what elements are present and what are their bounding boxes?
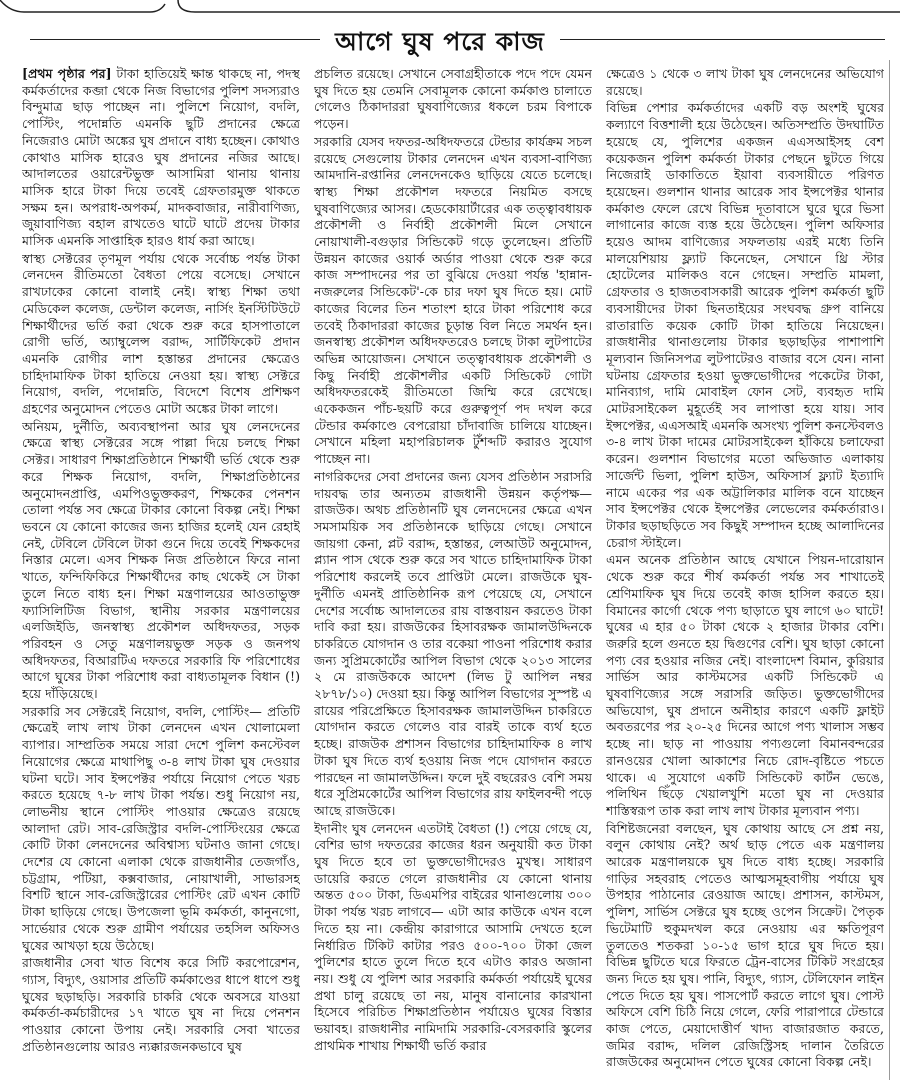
paragraph: অনিয়ম, দুর্নীতি, অব্যবস্থাপনা আর ঘুষ লেনদেনের ক্ষেত্রে স্বাস্থ্য সেক্টরের সঙ্গে পাল্লা দিয়ে চলছে শিক্ষা সেক্টর। সাধারণ শিক্ষাপ্রতিষ্ঠানে শিক্ষার্থী ভর্তি থেকে শুরু করে শিক্ষক নিয়োগ, বদলি, শিক্ষাপ্রতিষ্ঠানের অনুমোদনপ্রাপ্তি, এমপিওভুক্তকরণ, শিক্ষকের পেনশন তোলা পর্যন্ত সব ক্ষেত্রে টাকার কোনো বিকল্প নেই। শিক্ষা ভবনে যে কোনো কাজের জন্য হাজির হলেই যেন রেহাই নেই, টেবিলে টেবিলে টাকা গুনে দিয়ে তবেই শিক্ষকদের নিস্তার মেলে। এসব শিক্ষক নিজ প্রতিষ্ঠানে ফিরে নানা খাতে, ফন্দিফিকিরে শিক্ষার্থীদের কাছ থেকেই সে টাকা তুলে নিতে বাধ্য হন। শিক্ষা মন্ত্রণালয়ের আওতাভুক্ত ফ্যাসিলিটিজ বিভাগ, স্থানীয় সরকার মন্ত্রণালয়ের এলজিইডি, জনস্বাস্থ্য প্রকৌশল অধিদফতর, সড়ক পরিবহন ও সেতু মন্ত্রণালয়ভুক্ত সড়ক ও জনপথ অধিদফতর, বিআরটিএ দফতরে সরকারি ফি পরিশোধের আগে ঘুষের টাকা পরিশোধ করা বাধ্যতামূলক বিধান (!) হয়ে দাঁড়িয়েছে।	[22, 418, 300, 702]
paragraph: বিভিন্ন পেশার কর্মকর্তাদের একটি বড় অংশই ঘুষের কল্যাণে বিত্তশালী হয়ে উঠেছেন। অতিসম্প্রতি উদঘাটিত হয়েছে যে, পুলিশের একজন এএসআইসহ বেশ কয়েকজন পুলিশ কর্মকর্তা টাকার পেছনে ছুটতে গিয়ে নিজেরাই ডাকাতিতে ইয়াবা ব্যবসায়ীতে পরিণত হয়েছেন। গুলশান থানার আরেক সাব ইন্সপেক্টর থানার কর্মকাণ্ড ফেলে রেখে বিভিন্ন দূতাবাসে ঘুরে ঘুরে ভিসা লাগানোর কাজে ব্যস্ত হয়ে উঠেছেন। পুলিশ অফিসার হয়েও আদম বাণিজ্যের সফলতায় এরই মধ্যে তিনি মালয়েশিয়ায় ফ্ল্যাট কিনেছেন, সেখানে থ্রি স্টার হোটেলের মালিকও বনে গেছেন। সম্প্রতি মামলা, গ্রেফতার ও হাজতবাসকারী আরেক পুলিশ কর্মকর্তা ছুটি ব্যবসায়ীদের টাকা ছিনতাইয়ের সংঘবদ্ধ গ্রুপ বানিয়ে রাতারাতি কয়েক কোটি টাকা হাতিয়ে নিয়েছেন। রাজধানীর থানাগুলোয় টাকার ছড়াছড়ির পাশাপাশি মূল্যবান জিনিসপত্র লুটপাটেরও বাজার বসে যেন। নানা ঘটনায় গ্রেফতার হওয়া ভুক্তভোগীদের পকেটের টাকা, মানিব্যাগ, দামি মোবাইল ফোন সেট, ব্যবহৃত দামি মোটরসাইকেল মুহূর্তেই সব লাপাত্তা হয়ে যায়। সাব ইন্সপেক্টর, এএসআই এমনকি অসংখ্য পুলিশ কনস্টেবলও ৩-৪ লাখ টাকা দামের মোটরসাইকেল হাঁকিয়ে চলাফেরা করেন। গুলশান বিভাগের মতো অভিজাত এলাকায় সার্জেন্ট ভিলা, পুলিশ হাউস, অফিসার্স ফ্ল্যাট ইত্যাদি নামে একের পর এক অট্টালিকার মালিক বনে যাচ্ছেন সাব ইন্সপেক্টর থেকে ইন্সপেক্টর লেভেলের কর্মকর্তারাও। টাকার ছড়াছড়িতে সব কিছুই সম্পাদন হচ্ছে আলাদিনের চেরাগ স্টাইলে।	[606, 100, 884, 550]
paragraph: ক্ষেত্রেও ১ থেকে ৩ লাখ টাকা ঘুষ লেনদেনের অভিযোগ রয়েছে।	[606, 66, 884, 98]
headline-bar	[0, 22, 900, 56]
headline-rule-right	[560, 39, 885, 40]
page-headline: আগে ঘুষ পরে কাজ	[335, 27, 545, 56]
article-column-2	[314, 66, 592, 1081]
paragraph: সরকারি যেসব দফতর-অধিদফতরে টেন্ডার কার্যক্রম সচল রয়েছে সেগুলোয় টাকার লেনদেন এখন ব্যবসা-বাণিজ্য আমদানি-রপ্তানির লেনদেনকেও ছাড়িয়ে যেতে চলেছে। স্বাস্থ্য শিক্ষা প্রকৌশল দফতরে নিয়মিত বসছে ঘুষবাণিজ্যের আসর। হেডকোয়ার্টারের এক তত্ত্বাবধায়ক প্রকৌশলী ও নির্বাহী প্রকৌশলী মিলে সেখানে নোয়াখালী-বগুড়ার সিন্ডিকেট গড়ে তুলেছেন। প্রতিটি উন্নয়ন কাজের ওয়ার্ক অর্ডার পাওয়া থেকে শুরু করে কাজ সম্পাদনের পর তা বুঝিয়ে দেওয়া পর্যন্ত 'হান্নান-নজরুলের সিন্ডিকেট'-কে চার দফা ঘুষ দিতে হয়। মোট কাজের বিলের তিন শতাংশ হারে টাকা পরিশোধ করে তবেই ঠিকাদাররা কাজের চূড়ান্ত বিল নিতে সমর্থন হন। জনস্বাস্থ্য প্রকৌশল অধিদফতরেও চলছে টাকা লুটপাটের অভিন্ন আয়োজন। সেখানে তত্ত্বাবধায়ক প্রকৌশলী ও কিছু নির্বাহী প্রকৌশলীর একটি সিন্ডিকেট গোটা অধিদফতরকেই রীতিমতো জিম্মি করে রেখেছে। একেকজন পাঁচ-ছয়টি করে গুরুত্বপূর্ণ পদ দখল করে টেন্ডার কর্মকাণ্ডে বেপরোয়া চাঁদাবাজি চালিয়ে যাচ্ছেন। সেখানে মহিলা মহাপরিচালক টুঁশব্দটি করারও সুযোগ পাচ্ছেন না।	[314, 133, 592, 467]
paragraph: ইদানীং ঘুষ লেনদেন এতটাই বৈধতা (!) পেয়ে গেছে যে, বেশির ভাগ দফতরের কাজের ধরন অনুযায়ী কত টাকা ঘুষ দিতে হবে তা ভুক্তভোগীদেরও মুখস্থ। সাধারণ ডায়েরি করতে গেলে রাজধানীর যে কোনো থানায় অন্তত ৫০০ টাকা, ডিএমপির বাইরের থানাগুলোয় ৩০০ টাকা পর্যন্ত খরচ লাগবে— এটা আর কাউকে এখন বলে দিতে হয় না। কেন্দ্রীয় কারাগারে আসামি দেখতে হলে নির্ধারিত টিকিট কাটার পরও ৫০০-৭০০ টাকা জেল পুলিশের হাতে তুলে দিতে হবে এটাও কারও অজানা নয়। শুধু যে পুলিশ আর সরকারি কর্মকর্তা পর্যায়েই ঘুষের প্রথা চালু রয়েছে তা নয়, মানুষ বানানোর কারখানা হিসেবে পরিচিত শিক্ষাপ্রতিষ্ঠান পর্যায়েও ঘুষের বিস্তার ভয়াবহ। রাজধানীর নামিদামি সরকারি-বেসরকারি স্কুলের প্রাথমিক শাখায় শিক্ষার্থী ভর্তি করার	[314, 820, 592, 1053]
page-edge-border	[889, 60, 900, 1080]
paragraph-text: টাকা হাতিয়েই ক্ষান্ত থাকছে না, পদস্থ কর্মকর্তাদের কব্জা থেকে নিজ বিভাগের পুলিশ সদস্যরাও বিন্দুমাত্র ছাড় পাচ্ছেন না। পুলিশে নিয়োগ, বদলি, পোস্টিং, পদোন্নতি এমনকি ছুটি প্রদানের ক্ষেত্রে নিজেরাও মোটা অঙ্কের ঘুষ প্রদানে বাধ্য হচ্ছেন। কোথাও কোথাও মাসিক হারেও ঘুষ প্রদানের নজির আছে। আদালতের ওয়ারেন্টভুক্ত আসামিরা থানায় থানায় মাসিক হারে টাকা দিয়ে তবেই গ্রেফতারমুক্ত থাকতে সক্ষম হন। অপরাধ-অপকর্ম, মাদকবাজার, নারীবাণিজ্য, জুয়াবাণিজ্য বহাল রাখতেও ঘাটে ঘাটে প্রদেয় টাকার মাসিক এমনকি সাপ্তাহিক হারও ধার্য করা আছে।	[22, 66, 300, 249]
article-column-3	[606, 66, 884, 1081]
paragraph: সরকারি সব সেক্টরেই নিয়োগ, বদলি, পোস্টিং— প্রতিটি ক্ষেত্রেই লাখ লাখ টাকা লেনদেন এখন খোলামেলা ব্যাপার। সাম্প্রতিক সময়ে সারা দেশে পুলিশ কনস্টেবল নিয়োগের ক্ষেত্রে মাথাপিছু ৩-৪ লাখ টাকা ঘুষ দেওয়ার ঘটনা ঘটে। সাব ইন্সপেক্টর পর্যায়ে নিয়োগ পেতে খরচ করতে হয়েছে ৭-৮ লাখ টাকা পর্যন্ত। শুধু নিয়োগ নয়, লোভনীয় স্থানে পোস্টিং পাওয়ার ক্ষেত্রেও রয়েছে আলাদা রেট। সাব-রেজিস্ট্রার বদলি-পোস্টিংয়ের ক্ষেত্রে কোটি টাকা লেনদেনের অবিশ্বাস্য ঘটনাও জানা গেছে। দেশের যে কোনো এলাকা থেকে রাজধানীর তেজগাঁও, চট্টগ্রাম, পটিয়া, কক্সবাজার, নোয়াখালী, সাভারসহ বিশটি স্থানে সাব-রেজিস্ট্রারের পোস্টিং রেট এখন কোটি টাকা ছাড়িয়ে গেছে। উপজেলা ভূমি কর্মকর্তা, কানুনগো, সার্ভেয়ার থেকে শুরু গ্রামীণ পর্যায়ের তহসিল অফিসও ঘুষের আখড়া হয়ে উঠেছে।	[22, 703, 300, 953]
headline-rule-left	[30, 39, 320, 40]
paragraph: বিশিষ্টজনেরা বলছেন, ঘুষ কোথায় আছে সে প্রশ্ন নয়, বলুন কোথায় নেই? অর্থ ছাড় পেতে এক মন্ত্রণালয় আরেক মন্ত্রণালয়কে ঘুষ দিতে বাধ্য হচ্ছে। সরকারি গাড়ির সহবরাহ পেতেও আত্মসমূহবাগীয় পর্যায়ে ঘুষ উপহার পাঠানোর রেওয়াজ আছে। প্রশাসন, কাস্টমস, পুলিশ, সার্ভিস সেক্টরে ঘুষ হচ্ছে ওপেন সিক্রেট। পৈতৃক ভিটেমাটি হুকুমদখল করে নেওয়ায় এর ক্ষতিপূরণ তুলতেও শতকরা ১০-১৫ ভাগ হারে ঘুষ দিতে হয়। বিভিন্ন ছুটিতে ঘরে ফিরতে ট্রেন-বাসের টিকিট সংগ্রহের জন্য দিতে হয় ঘুষ। পানি, বিদ্যুৎ, গ্যাস, টেলিফোন লাইন পেতে দিতে হয় ঘুষ। পাসপোর্ট করতে লাগে ঘুষ। পোস্ট অফিসে বেশি চিঠি নিয়ে গেলে, ফেরি পারাপারে টেন্ডারে কাজ পেতে, মেয়াদোত্তীর্ণ খাদ্য বাজারজাত করতে, জমির বরাদ্দ, দলিল রেজিস্ট্রিসহ দালান তৈরিতে রাজউকের অনুমোদন পেতে ঘুষের কোনো বিকল্প নেই।	[606, 820, 884, 1070]
paragraph: নাগরিকদের সেবা প্রদানের জন্য যেসব প্রতিষ্ঠান সরাসরি দায়বদ্ধ তার অন্যতম রাজধানী উন্নয়ন কর্তৃপক্ষ—রাজউক। অথচ প্রতিষ্ঠানটি ঘুষ লেনদেনের ক্ষেত্রে এখন সমসাময়িক সব প্রতিষ্ঠানকে ছাড়িয়ে গেছে। সেখানে জায়গা কেনা, প্লট বরাদ্দ, হস্তান্তর, লেআউট অনুমোদন, প্ল্যান পাস থেকে শুরু করে সব খাতে চাহিদামাফিক টাকা পরিশোধ করলেই তবে প্রাপ্তিটা মেলে। রাজউকে ঘুষ-দুর্নীতি এমনই প্রাতিষ্ঠানিক রূপ পেয়েছে যে, সেখানে দেশের সর্বোচ্চ আদালতের রায় বাস্তবায়ন করতেও টাকা দাবি করা হয়। রাজউকের হিসাবরক্ষক জামালউদ্দিনকে চাকরিতে যোগদান ও তার বকেয়া পাওনা পরিশোধ করার জন্য সুপ্রিমকোর্টের আপিল বিভাগ থেকে ২০১৩ সালের ২ মে রাজউককে আদেশ (লিভ টু আপিল নম্বর ২৮৭৮/১০) দেওয়া হয়। কিন্তু আপিল বিভাগের সুস্পষ্ট এ রায়ের পরিপ্রেক্ষিতে হিসাবরক্ষক জামালউদ্দিন চাকরিতে যোগদান করতে গেলেও বার বারই তাকে ব্যর্থ হতে হচ্ছে। রাজউক প্রশাসন বিভাগের চাহিদামাফিক ৪ লাখ টাকা ঘুষ দিতে ব্যর্থ হওয়ায় নিজ পদে যোগদান করতে পারছেন না জামালউদ্দিন। ফলে দুই বছরেরও বেশি সময় ধরে সুপ্রিমকোর্টের আপিল বিভাগের রায় ফাইলবন্দী পড়ে আছে রাজউকে।	[314, 468, 592, 818]
paragraph: প্রচলিত রয়েছে। সেখানে সেবাগ্রহীতাকে পদে পদে যেমন ঘুষ দিতে হয় তেমনি সেবামূলক কোনো কর্মকাণ্ড চালাতে গেলেও ঠিকাদাররা ঘুষবাণিজ্যের ধকলে চরম বিপাকে পড়েন।	[314, 66, 592, 132]
paragraph: স্বাস্থ্য সেক্টরের তৃণমূল পর্যায় থেকে সর্বোচ্চ পর্যন্ত টাকা লেনদেন রীতিমতো বৈধতা পেয়ে বসেছে। সেখানে রাখঢাকের কোনো বালাই নেই। স্বাস্থ্য শিক্ষা তথা মেডিকেল কলেজ, ডেন্টাল কলেজ, নার্সিং ইনস্টিটিউটে শিক্ষার্থীদের ভর্তি করা থেকে শুরু করে হাসপাতালে রোগী ভর্তি, অ্যাম্বুলেন্স বরাদ্দ, সার্টিফিকেট প্রদান এমনকি রোগীর লাশ হস্তান্তর প্রদানের ক্ষেত্রেও চাহিদামাফিক টাকা হাতিয়ে নেওয়া হয়। স্বাস্থ্য সেক্টরে নিয়োগ, বদলি, পদোন্নতি, বিদেশে বিশেষ প্রশিক্ষণ গ্রহণের অনুমোদন পেতেও মোটা অঙ্কের টাকা লাগে।	[22, 250, 300, 417]
continuation-tag: [প্রথম পৃষ্ঠার পর]	[22, 66, 112, 81]
top-frame-decoration	[0, 0, 900, 14]
paragraph	[22, 66, 300, 250]
article-body	[22, 66, 884, 1081]
article-column-1	[22, 66, 300, 1081]
paragraph: এমন অনেক প্রতিষ্ঠান আছে যেখানে পিয়ন-দারোয়ান থেকে শুরু করে শীর্ষ কর্মকর্তা পর্যন্ত সব শাখাতেই শ্রেণিমাফিক ঘুষ দিয়ে তবেই কাজ হাসিল করতে হয়। বিমানের কার্গো থেকে পণ্য ছাড়াতে ঘুষ লাগে ৬০ ঘাটে! ঘুষের এ হার ৫০ টাকা থেকে ২ হাজার টাকার বেশি। জরুরি হলে গুনতে হয় দ্বিগুণের বেশি। ঘুষ ছাড়া কোনো পণ্য বের হওয়ার নজির নেই। বাংলাদেশ বিমান, কুরিয়ার সার্ভিস আর কাস্টমসের একটি সিন্ডিকেট এ ঘুষবাণিজ্যের সঙ্গে সরাসরি জড়িত। ভুক্তভোগীদের অভিযোগ, ঘুষ প্রদানে অনীহার কারণে একটি ফ্লাইট অবতরণের পর ২০-২৫ দিনের আগে পণ্য খালাস সম্ভব হচ্ছে না। ছাড় না পাওয়ায় পণ্যগুলো বিমানবন্দরের রানওয়ের খোলা আকাশের নিচে রোদ-বৃষ্টিতে পচতে থাকে। এ সুযোগে একটি সিন্ডিকেট কার্টন ভেঙে, পলিথিন ছিঁড়ে খেয়ালখুশি মতো ঘুষ না দেওয়ার শাস্তিস্বরূপ তাক করা লাখ লাখ টাকার মূল্যবান পণ্য।	[606, 552, 884, 818]
paragraph: রাজধানীর সেবা খাত বিশেষ করে সিটি করপোরেশন, গ্যাস, বিদ্যুৎ, ওয়াসার প্রতিটি কর্মকাণ্ডের ধাপে ধাপে শুধু ঘুষের ছড়াছড়ি। সরকারি চাকরি থেকে অবসরে যাওয়া কর্মকর্তা-কর্মচারীদের ১৭ খাতে ঘুষ না দিয়ে পেনশন পাওয়ার কোনো উপায় নেই। সরকারি সেবা খাতের প্রতিষ্ঠানগুলোয় আরও ন্যক্কারজনকভাবে ঘুষ	[22, 955, 300, 1054]
